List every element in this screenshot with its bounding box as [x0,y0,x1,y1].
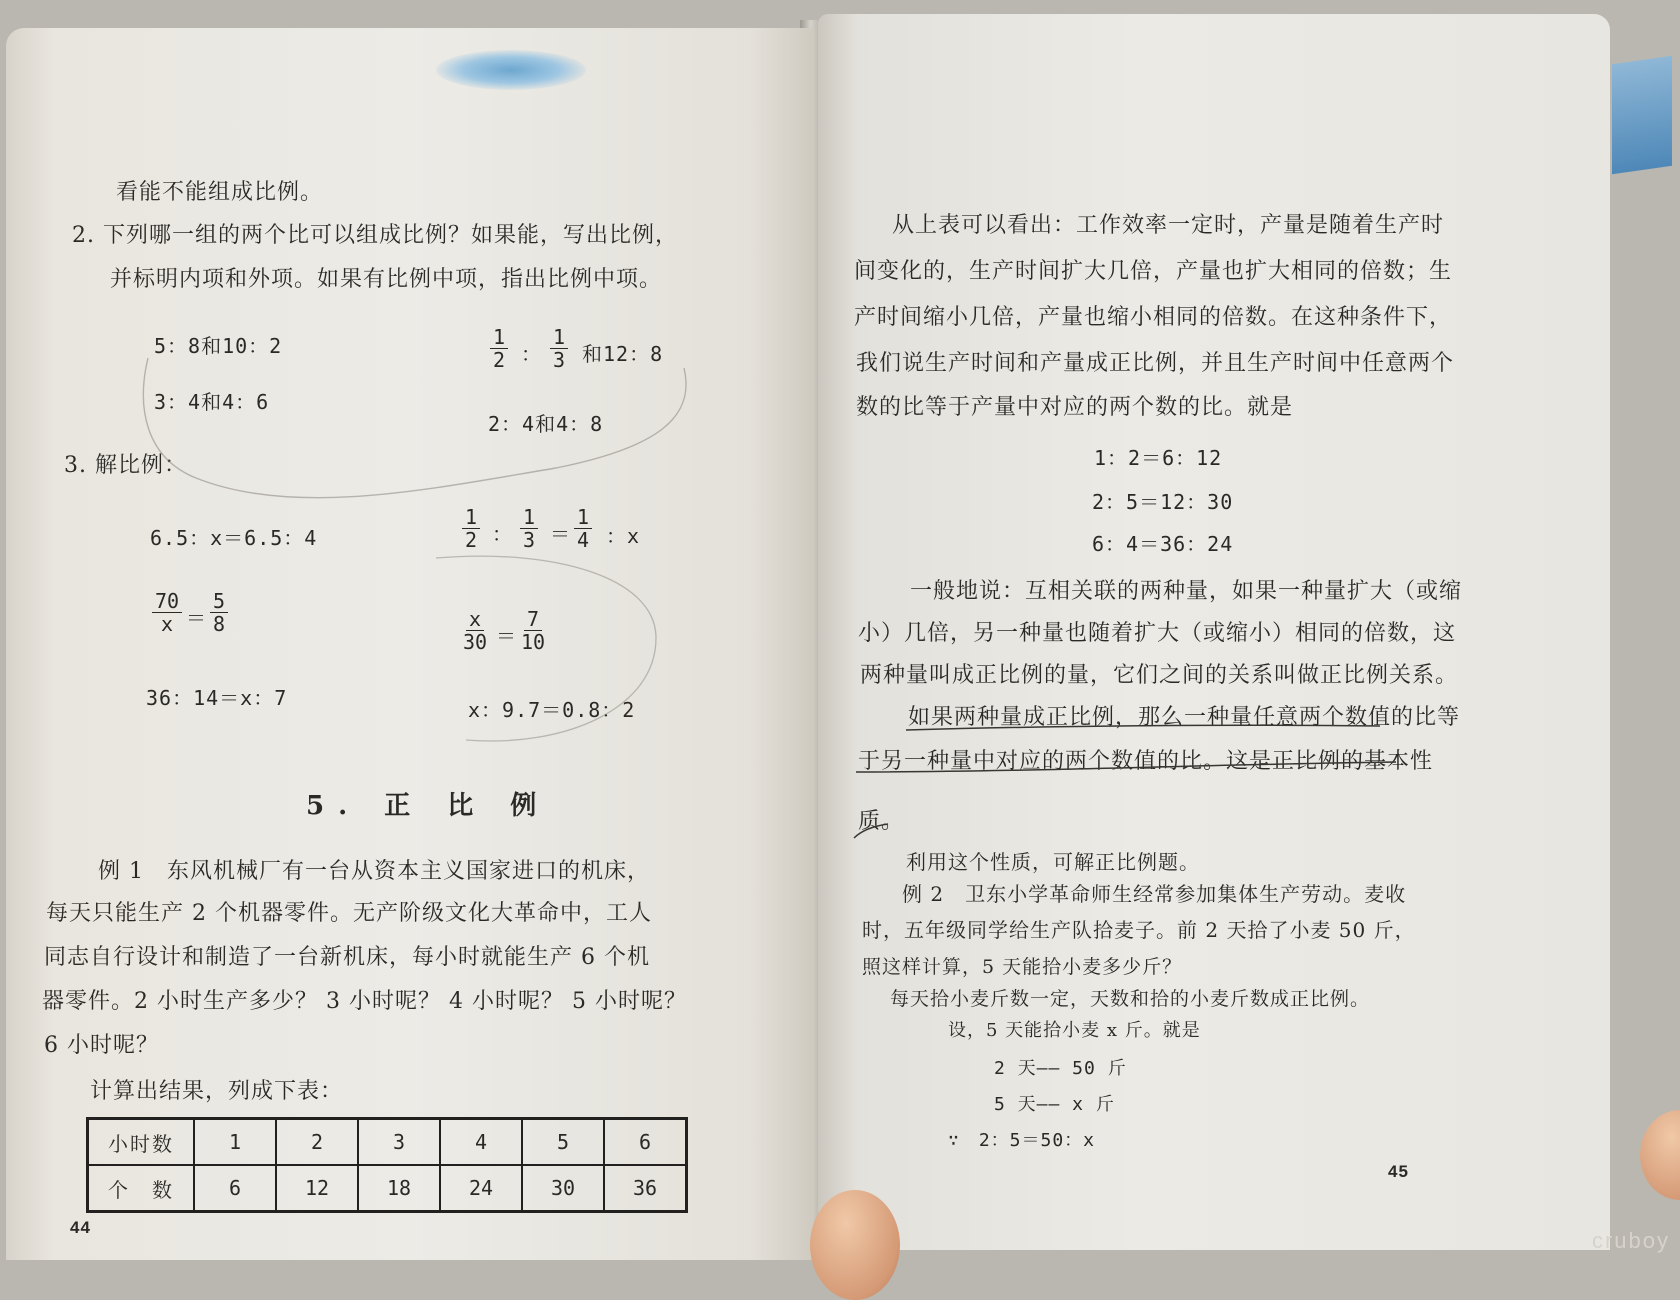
q3-item-2-rest: ：x [606,524,641,548]
q3-frac-7-10: $\frac{7}{10}$ [521,607,546,654]
q3-colon: ： [492,522,512,546]
solution-line-2: 设，5 天能拾小麦 x 斤。就是 [948,1020,1201,1041]
q3-equals-3: ＝ [496,624,516,648]
para-1-line-3: 产时间缩小几倍，产量也缩小相同的倍数。在这种条件下， [854,305,1453,330]
example-2-line-3: 照这样计算，5 天能拾小麦多少斤？ [862,956,1183,978]
para-2-line-1: 一般地说：互相关联的两种量，如果一种量扩大（或缩 [910,579,1463,604]
page-number-right: 45 [1388,1162,1409,1181]
table-cell: 5 [522,1119,604,1166]
right-page [818,14,1610,1250]
table-cell: 3 [358,1119,440,1166]
para-3: 利用这个性质，可解正比例题。 [906,850,1200,874]
table-cell: 30 [522,1165,604,1212]
para-1-line-5: 数的比等于产量中对应的两个数的比。就是 [856,395,1294,420]
table-cell: 24 [440,1165,522,1212]
q2-item-d: 2：4和4：8 [488,412,604,436]
para-2-line-3: 两种量叫成正比例的量，它们之间的关系叫做正比例关系。 [860,663,1459,688]
q3-frac-1-2: $\frac{1}{2}$ [462,506,480,551]
q3-frac-5-8: $\frac{5}{8}$ [210,590,228,635]
fraction-1-3: $\frac{1}{3}$ [550,326,568,371]
table-cell: 12 [276,1165,358,1212]
finger [1640,1110,1680,1200]
table-cell: 1 [194,1119,276,1166]
q2-item-c: 3：4和4：6 [154,390,270,414]
q2-item-b-rest: 和12：8 [582,342,664,366]
table-cell: 36 [604,1165,687,1212]
para-1-line-2: 间变化的，生产时间扩大几倍，产量也扩大相同的倍数；生 [854,259,1453,284]
solution-line-4: 5 天—— x 斤 [994,1094,1115,1115]
watermark: cruboy [1591,1228,1670,1253]
table-row [88,1119,687,1166]
continued-line: 看能不能组成比例。 [116,180,324,205]
solution-line-5: ∵ 2：5＝50：x [948,1130,1096,1151]
table-row-label: 个 数 [88,1165,195,1212]
example-1-line-1: 例 1 东风机械厂有一台从资本主义国家进口的机床， [98,859,650,884]
solution-line-1: 每天拾小麦斤数一定，天数和拾的小麦斤数成正比例。 [890,988,1371,1010]
table-cell: 4 [440,1119,522,1166]
ratio-1: 1：2＝6：12 [1094,446,1223,470]
example-2-line-2: 时，五年级同学给生产队拾麦子。前 2 天拾了小麦 50 斤， [862,918,1416,942]
fraction-1-2: $\frac{1}{2}$ [490,326,508,371]
q3-frac-1-4: $\frac{1}{4}$ [574,506,592,551]
ratio-colon: ： [521,342,541,366]
table-row [88,1165,687,1212]
table-cell: 18 [358,1165,440,1212]
pen-underline [848,714,1408,844]
left-page [6,28,814,1260]
page-number-left: 44 [70,1218,91,1237]
blue-stain [436,50,586,90]
example-1-line-2: 每天只能生产 2 个机器零件。无产阶级文化大革命中，工人 [46,901,652,926]
example-2-line-1: 例 2 卫东小学革命师生经常参加集体生产劳动。麦收 [902,882,1407,906]
q2-item-a: 5：8和10：2 [154,334,283,358]
question-2-line-1: 2. 下列哪一组的两个比可以组成比例？如果能，写出比例， [72,223,678,248]
section-title: 5. 正 比 例 [306,791,551,821]
para-2-line-6: 质。 [858,809,905,834]
example-1-line-5: 6 小时呢？ [44,1033,159,1058]
q3-frac-x-30: $\frac{x}{30}$ [463,607,488,654]
para-2-line-5: 于另一种量中对应的两个数值的比。这是正比例的基本性 [858,749,1434,774]
pencil-mark [136,348,696,768]
q3-equals-2: ＝ [186,606,206,630]
thumb [810,1190,900,1300]
q3-item-1: 6.5：x＝6.5：4 [150,526,318,550]
production-table [86,1117,688,1213]
table-row-label: 小时数 [88,1119,195,1166]
q3-frac-70-x: $\frac{70}{x}$ [152,590,182,635]
example-1-line-4: 器零件。2 小时生产多少？ 3 小时呢？ 4 小时呢？ 5 小时呢？ [42,989,687,1014]
para-2-line-2: 小）几倍，另一种量也随着扩大（或缩小）相同的倍数，这 [858,621,1457,646]
blue-cover-edge [1612,56,1672,174]
table-intro: 计算出结果，列成下表： [90,1079,344,1104]
solution-line-3: 2 天—— 50 斤 [994,1058,1127,1079]
ratio-3: 6：4＝36：24 [1092,532,1234,556]
q3-item-5: 36：14＝x：7 [146,686,288,710]
para-1-line-1: 从上表可以看出：工作效率一定时，产量是随着生产时 [892,213,1445,238]
para-2-line-4: 如果两种量成正比例，那么一种量任意两个数值的比等 [908,705,1461,730]
table-cell: 2 [276,1119,358,1166]
question-3: 3. 解比例： [64,453,187,478]
ratio-2: 2：5＝12：30 [1092,490,1234,514]
q3-frac-1-3: $\frac{1}{3}$ [520,506,538,551]
q3-equals: ＝ [550,522,570,546]
para-1-line-4: 我们说生产时间和产量成正比例，并且生产时间中任意两个 [856,351,1455,376]
example-1-line-3: 同志自行设计和制造了一台新机床，每小时就能生产 6 个机 [44,945,650,970]
question-2-line-2: 并标明内项和外项。如果有比例中项，指出比例中项。 [110,267,663,292]
q3-item-6: x：9.7＝0.8：2 [468,698,636,722]
table-cell: 6 [604,1119,687,1166]
table-cell: 6 [194,1165,276,1212]
